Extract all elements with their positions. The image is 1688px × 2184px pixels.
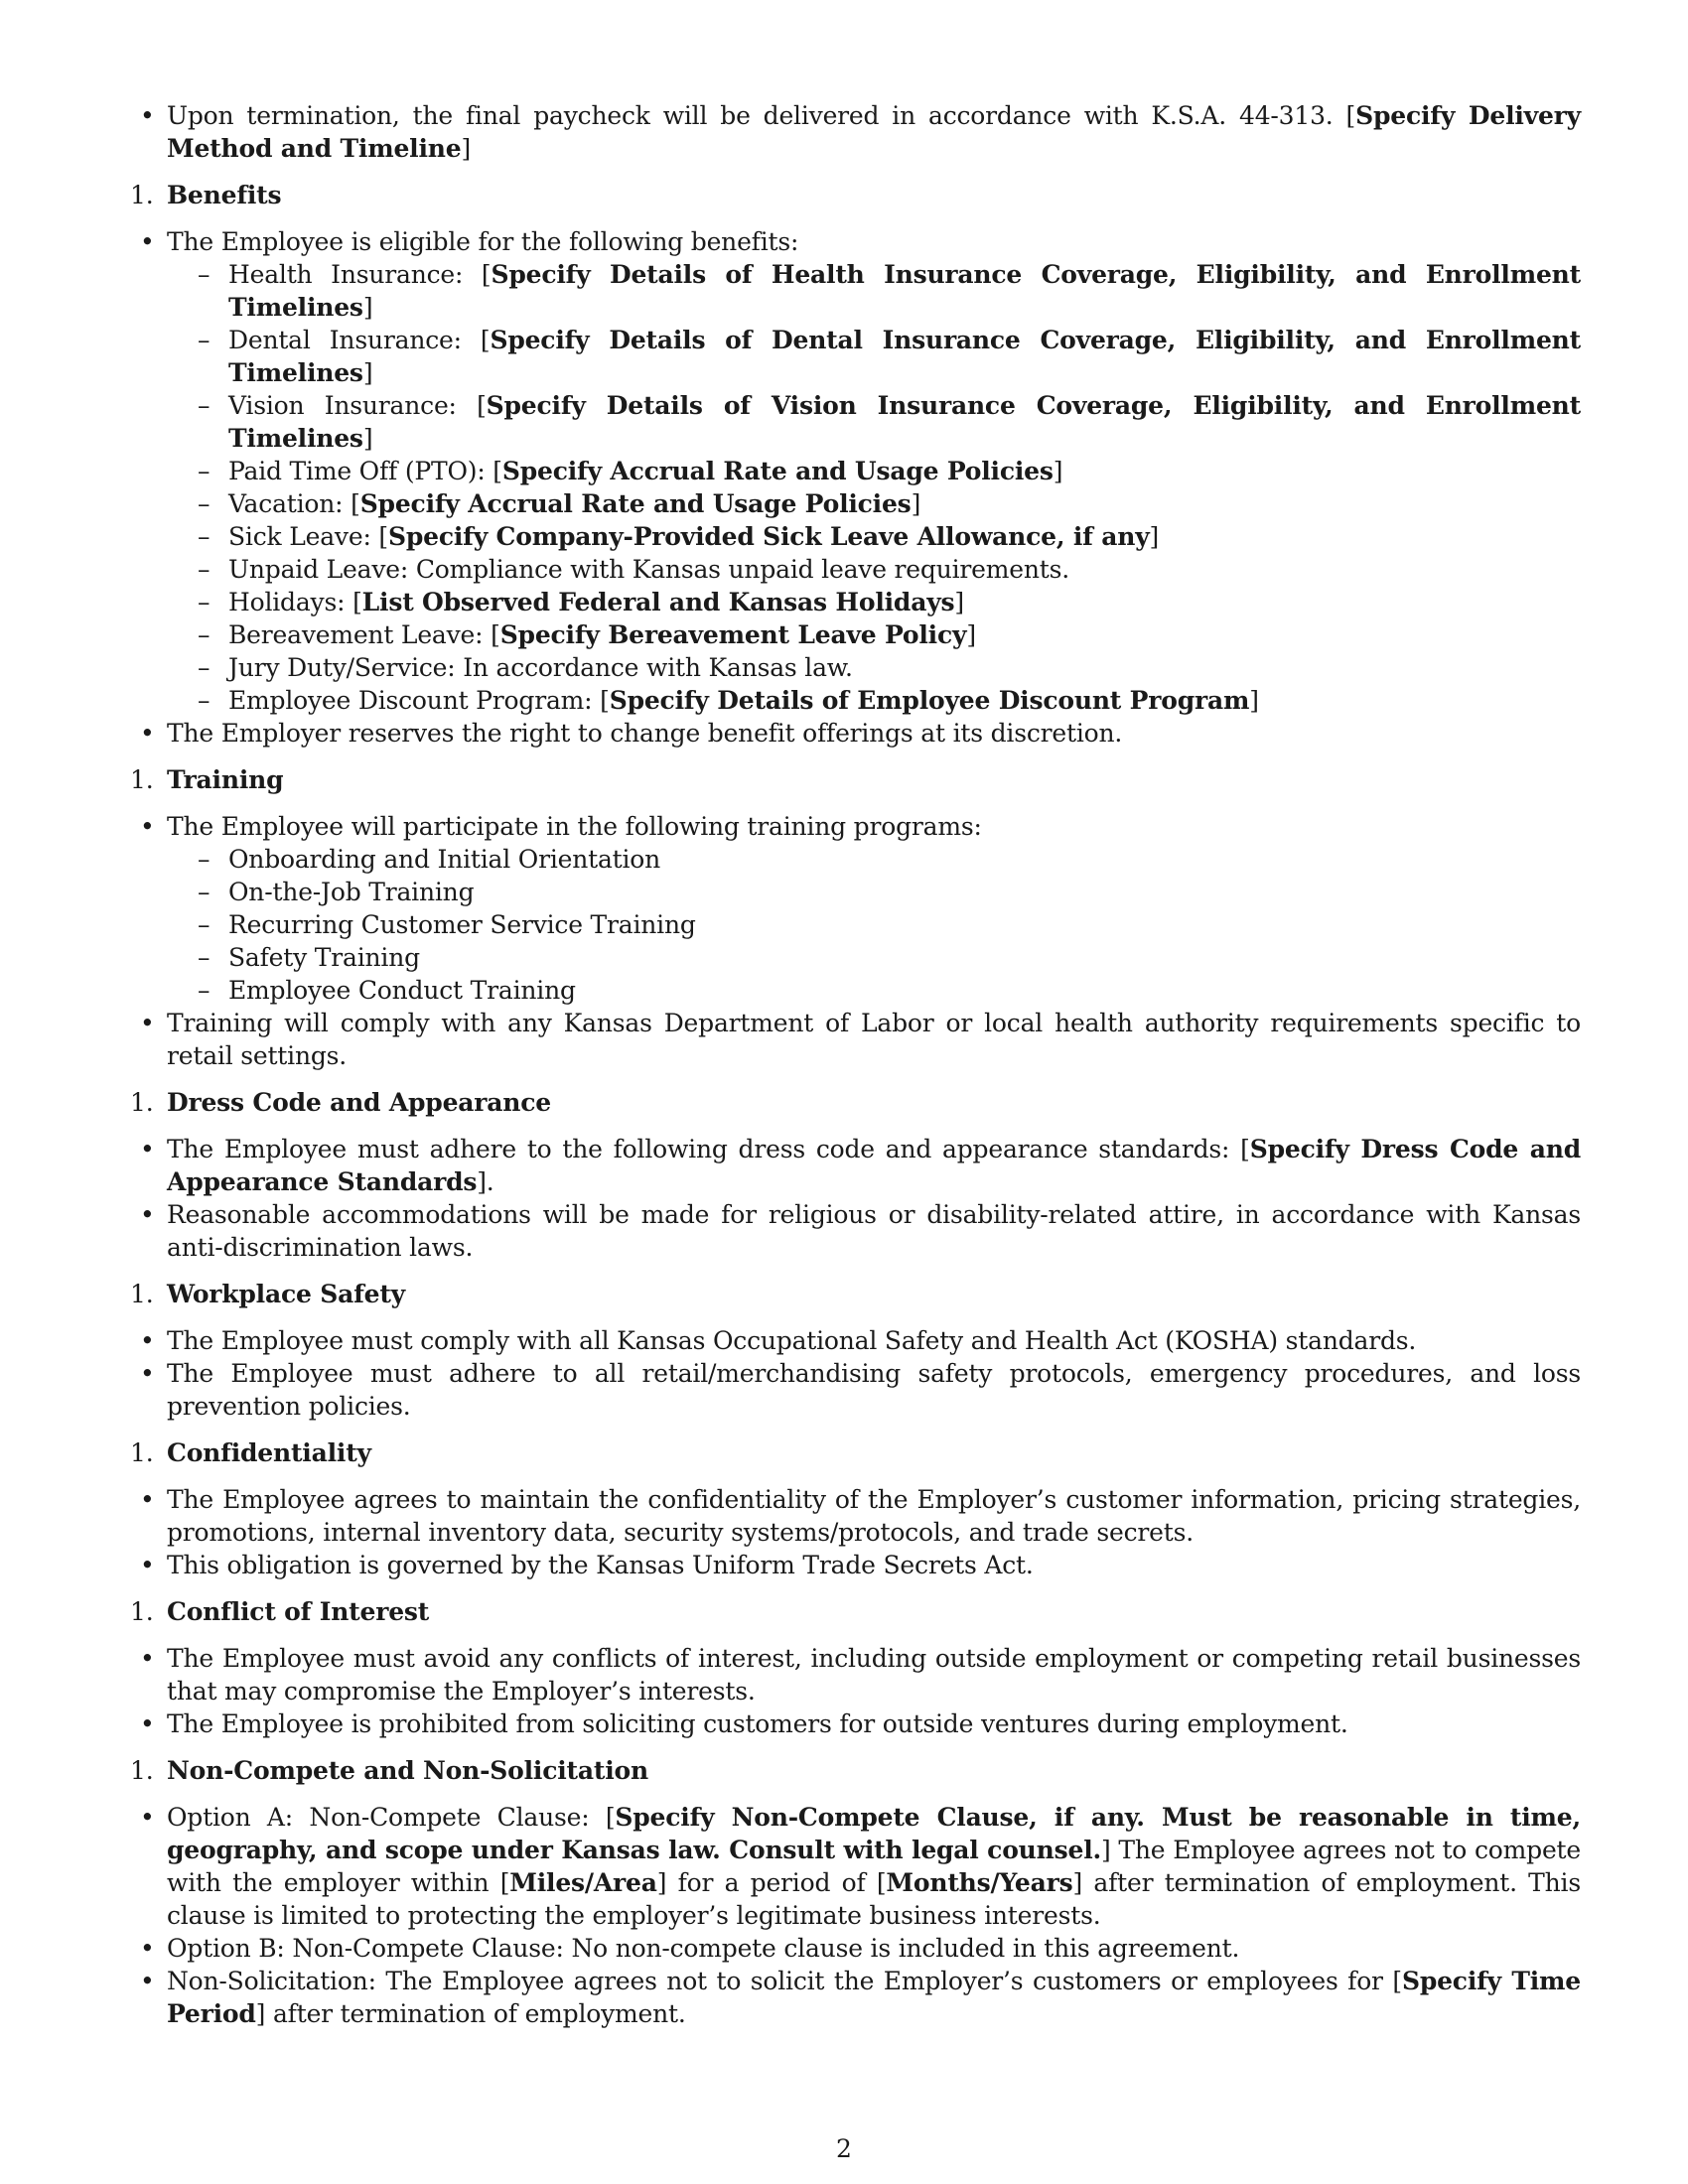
- training-lead: • The Employee will participate in the following training programs:: [167, 810, 1581, 843]
- safety-item: • The Employee must adhere to all retail/merchandising safety protocols, emergency procedures, and loss prevention policies.: [167, 1357, 1581, 1423]
- benefit-item-vision: – Vision Insurance: [Specify Details of Vision Insurance Coverage, Eligibility, and Enrollment Timelines]: [167, 389, 1581, 455]
- benefit-item-health: – Health Insurance: [Specify Details of Health Insurance Coverage, Eligibility, and Enrollment Timelines]: [167, 258, 1581, 324]
- section-heading-benefits: 1. Benefits: [130, 181, 282, 209]
- placeholder: Specify Non-Compete Clause, if any. Must be reasonable in time, geography, and scope under Kansas law. Consult with legal counsel.: [167, 1803, 1582, 1864]
- benefit-item-bereavement: – Bereavement Leave: [Specify Bereavement Leave Policy]: [167, 618, 1581, 651]
- training-item: – Employee Conduct Training: [167, 974, 1581, 1007]
- placeholder: Specify Delivery Method and Timeline: [167, 101, 1582, 163]
- placeholder: Specify Details of Employee Discount Program: [609, 686, 1250, 715]
- benefits-lead: • The Employee is eligible for the following benefits:: [167, 225, 1581, 258]
- benefit-item-discount: – Employee Discount Program: [Specify Details of Employee Discount Program]: [167, 684, 1581, 717]
- benefits-closing: • The Employer reserves the right to change benefit offerings at its discretion.: [167, 717, 1581, 750]
- dress-code-accommodations: • Reasonable accommodations will be made for religious or disability-related attire, in accordance with Kansas anti-discrimination laws.: [167, 1198, 1581, 1264]
- benefit-item-holidays: – Holidays: [List Observed Federal and Kansas Holidays]: [167, 586, 1581, 618]
- placeholder: List Observed Federal and Kansas Holidays: [361, 588, 955, 616]
- benefit-item-dental: – Dental Insurance: [Specify Details of Dental Insurance Coverage, Eligibility, and Enrollment Timelines]: [167, 324, 1581, 389]
- benefit-item-unpaid-leave: – Unpaid Leave: Compliance with Kansas unpaid leave requirements.: [167, 553, 1581, 586]
- section-heading-workplace-safety: 1. Workplace Safety: [130, 1280, 406, 1308]
- safety-item: • The Employee must comply with all Kansas Occupational Safety and Health Act (KOSHA) standards.: [167, 1324, 1581, 1357]
- conflict-item: • The Employee must avoid any conflicts of interest, including outside employment or competing retail businesses that may compromise the Employer’s interests.: [167, 1642, 1581, 1707]
- page-number: 2: [836, 2134, 852, 2163]
- section-heading-training: 1. Training: [130, 765, 284, 794]
- placeholder: Specify Details of Dental Insurance Coverage, Eligibility, and Enrollment Timelines: [228, 326, 1581, 387]
- placeholder: Specify Details of Vision Insurance Coverage, Eligibility, and Enrollment Timelines: [228, 391, 1581, 453]
- placeholder: Specify Bereavement Leave Policy: [499, 620, 967, 649]
- training-item: – Onboarding and Initial Orientation: [167, 843, 1581, 876]
- benefit-item-sick-leave: – Sick Leave: [Specify Company-Provided Sick Leave Allowance, if any]: [167, 520, 1581, 553]
- placeholder: Specify Accrual Rate and Usage Policies: [501, 457, 1054, 485]
- placeholder: Months/Years: [886, 1868, 1073, 1897]
- placeholder: Specify Company-Provided Sick Leave Allowance, if any: [387, 522, 1150, 551]
- section-heading-dress-code: 1. Dress Code and Appearance: [130, 1088, 551, 1117]
- section-heading-confidentiality: 1. Confidentiality: [130, 1438, 371, 1467]
- placeholder: Miles/Area: [509, 1868, 657, 1897]
- training-item: – Recurring Customer Service Training: [167, 908, 1581, 941]
- placeholder: Specify Details of Health Insurance Coverage, Eligibility, and Enrollment Timelines: [228, 260, 1581, 322]
- benefit-item-jury-duty: – Jury Duty/Service: In accordance with Kansas law.: [167, 651, 1581, 684]
- page-content: [130, 99, 1582, 2030]
- benefit-item-pto: – Paid Time Off (PTO): [Specify Accrual Rate and Usage Policies]: [167, 455, 1581, 487]
- placeholder: Specify Dress Code and Appearance Standards: [167, 1135, 1581, 1196]
- placeholder: Specify Accrual Rate and Usage Policies: [359, 489, 912, 518]
- conflict-item: • The Employee is prohibited from soliciting customers for outside ventures during employment.: [167, 1707, 1581, 1740]
- confidentiality-item: • This obligation is governed by the Kansas Uniform Trade Secrets Act.: [167, 1549, 1581, 1581]
- non-compete-option-b: • Option B: Non-Compete Clause: No non-compete clause is included in this agreement.: [167, 1932, 1581, 1965]
- section-heading-conflict-of-interest: 1. Conflict of Interest: [130, 1597, 430, 1626]
- placeholder: Specify Time Period: [167, 1967, 1582, 2028]
- non-compete-option-a: • Option A: Non-Compete Clause: [Specify Non-Compete Clause, if any. Must be reasonable in time, geography, and scope under Kansas law. Consult with legal counsel.] The Employee agrees not to compete with the employer within [Miles/Area] for a period of [Months/Years] after termination of employment. This clause is limited to protecting the employer’s legitimate business interests.: [167, 1801, 1581, 1932]
- non-solicitation: • Non-Solicitation: The Employee agrees not to solicit the Employer’s customers or employees for [Specify Time Period] after termination of employment.: [167, 1965, 1581, 2030]
- section-heading-non-compete: 1. Non-Compete and Non-Solicitation: [130, 1756, 648, 1785]
- dress-code-standards: • The Employee must adhere to the following dress code and appearance standards: [Specify Dress Code and Appearance Standards].: [167, 1133, 1581, 1198]
- training-item: – Safety Training: [167, 941, 1581, 974]
- confidentiality-item: • The Employee agrees to maintain the confidentiality of the Employer’s customer information, pricing strategies, promotions, internal inventory data, security systems/protocols, and trade secrets.: [167, 1483, 1581, 1549]
- final-paycheck-item: • Upon termination, the final paycheck will be delivered in accordance with K.S.A. 44-313. [Specify Delivery Method and Timeline]: [167, 99, 1581, 165]
- training-closing: • Training will comply with any Kansas Department of Labor or local health authority requirements specific to retail settings.: [167, 1007, 1581, 1072]
- benefit-item-vacation: – Vacation: [Specify Accrual Rate and Usage Policies]: [167, 487, 1581, 520]
- training-item: – On-the-Job Training: [167, 876, 1581, 908]
